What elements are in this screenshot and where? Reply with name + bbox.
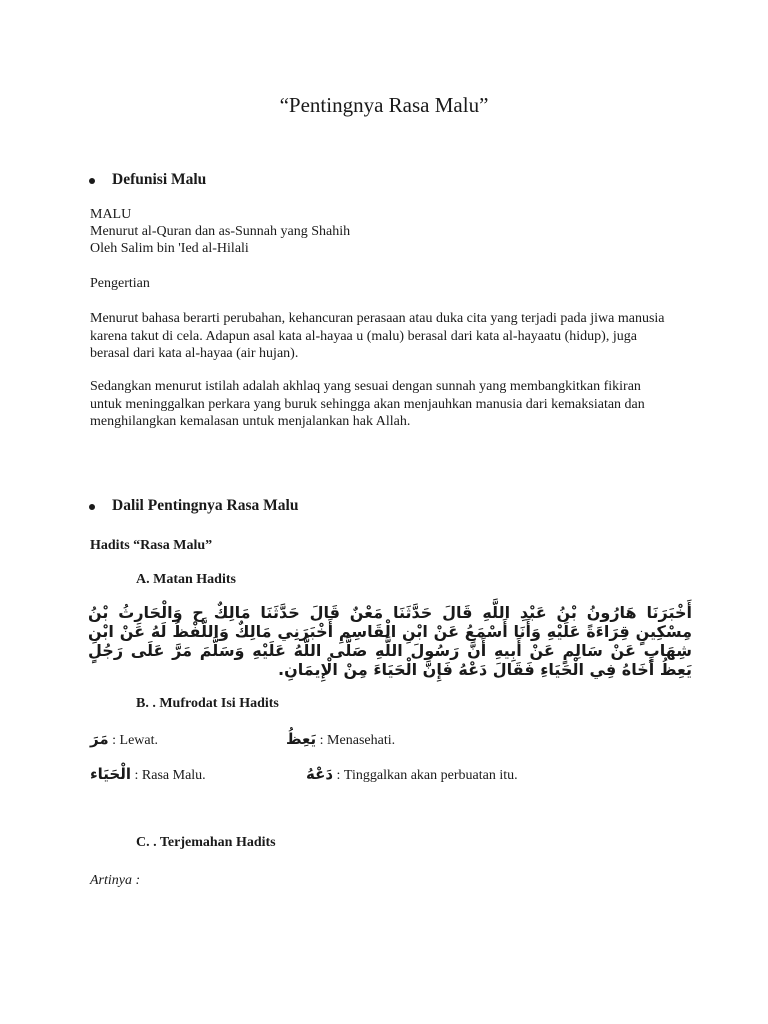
vocab-meaning: : Rasa Malu. bbox=[131, 768, 206, 783]
vocab-item bbox=[286, 730, 395, 749]
artinya-label: Artinya : bbox=[90, 873, 141, 888]
mufrodat-heading: B. . Mufrodat Isi Hadits bbox=[136, 696, 279, 711]
hadits-label: Hadits “Rasa Malu” bbox=[90, 538, 213, 553]
vocab-meaning: : Lewat. bbox=[108, 733, 158, 748]
vocab-item bbox=[306, 765, 518, 784]
section-heading-defunisi: Defunisi Malu bbox=[112, 171, 207, 188]
vocab-arabic: الْحَيَاء bbox=[90, 765, 132, 783]
vocab-meaning: : Tinggalkan akan perbuatan itu. bbox=[333, 768, 518, 783]
terjemahan-heading: C. . Terjemahan Hadits bbox=[136, 835, 276, 850]
vocab-arabic: مَرَ bbox=[90, 730, 109, 748]
definition-paragraph-1: Menurut bahasa berarti perubahan, kehancuran perasaan atau duka cita yang terjadi pada jiwa manusia karena takut di cela. Adapun asal kata al-hayaa u (malu) berasal dari kata al-hayaatu (hidup), juga berasal dari kata al-hayaa (air hujan). bbox=[90, 311, 665, 361]
intro-line-2: Menurut al-Quran dan as-Sunnah yang Shahih bbox=[90, 224, 351, 239]
vocab-arabic: دَعْهُ bbox=[306, 765, 334, 783]
pengertian-label: Pengertian bbox=[90, 276, 150, 291]
matan-arabic-text: أَخْبَرَنَا هَارُونُ بْنُ عَبْدِ اللَّهِ قَالَ حَدَّثَنَا مَعْنٌ قَالَ حَدَّثَنَا مَالِكٌ ح وَالْحَارِثُ بْنُ مِسْكِينٍ قِرَاءَةً عَلَيْهِ وَأَنَا أَسْمَعُ عَنْ ابْنِ الْقَاسِمِ أَخْبَرَنِي مَالِكٌ وَاللَّفْظُ لَهُ عَنْ ابْنِ شِهَابٍ عَنْ سَالِمٍ عَنْ أَبِيهِ أَنَّ رَسُولَ اللَّهِ صَلَّى اللَّهُ عَلَيْهِ وَسَلَّمَ مَرَّ عَلَى رَجُلٍ يَعِظُ أَخَاهُ فِي الْحَيَاءِ فَقَالَ دَعْهُ فَإِنَّ الْحَيَاءَ مِنْ الْإِيمَانِ. bbox=[88, 603, 692, 679]
section-heading-dalil: Dalil Pentingnya Rasa Malu bbox=[112, 497, 299, 514]
intro-line-1: MALU bbox=[90, 207, 132, 222]
definition-paragraph-2: Sedangkan menurut istilah adalah akhlaq yang sesuai dengan sunnah yang membangkitkan fikiran untuk meninggalkan perkara yang buruk sehingga akan menjauhkan manusia dari kemaksiatan dan menghilangkan kemalasan untuk menjalankan hak Allah. bbox=[90, 379, 645, 429]
vocab-item bbox=[90, 730, 158, 749]
vocab-meaning: : Menasehati. bbox=[316, 733, 396, 748]
matan-heading: A. Matan Hadits bbox=[136, 572, 236, 587]
vocab-arabic: يَعِظُ bbox=[286, 730, 317, 748]
vocab-item bbox=[90, 765, 206, 784]
intro-line-3: Oleh Salim bin 'Ied al-Hilali bbox=[90, 241, 249, 256]
document-title: “Pentingnya Rasa Malu” bbox=[279, 93, 489, 117]
